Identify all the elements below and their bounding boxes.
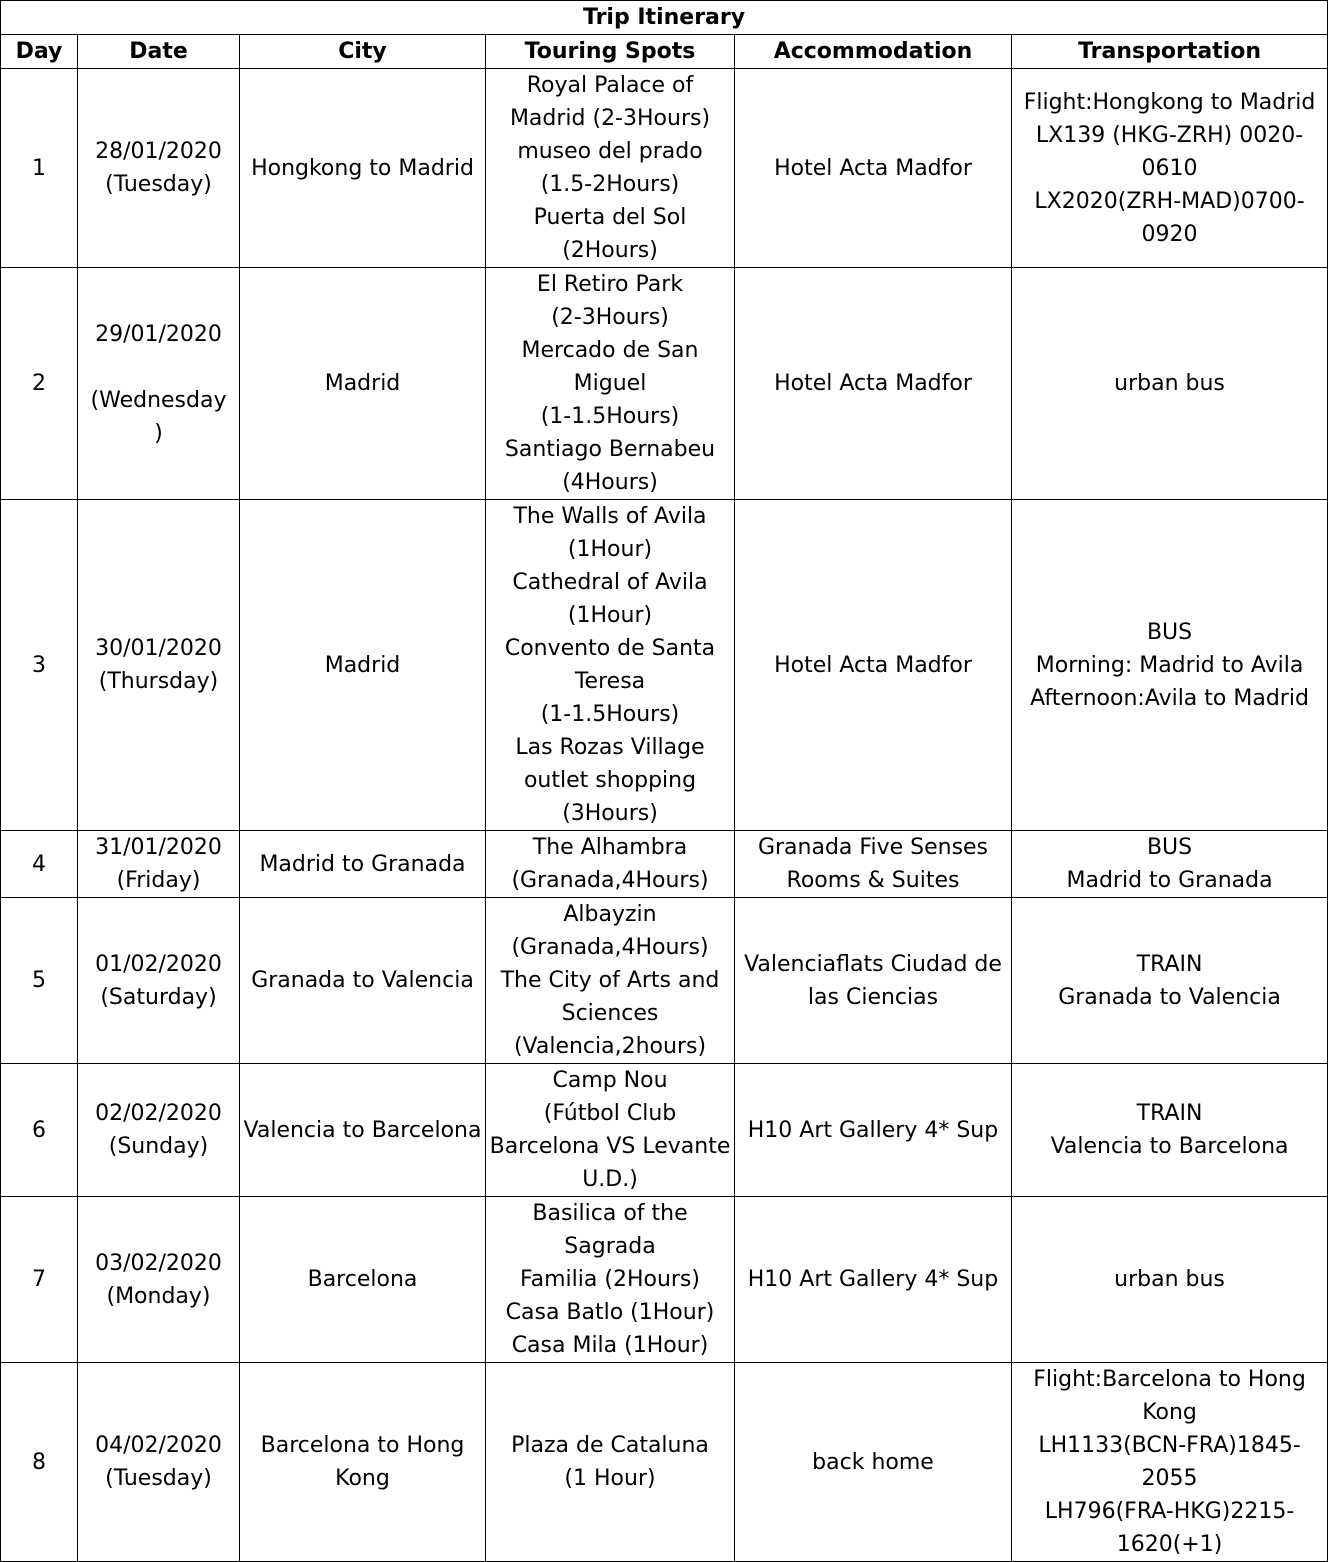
- date-cell: [78, 898, 240, 1064]
- city-cell: [240, 898, 486, 1064]
- cell-line: Flight:Hongkong to Madrid: [1023, 89, 1316, 115]
- cell-line: Barcelona VS Levante: [489, 1134, 731, 1159]
- city-cell: [240, 1064, 486, 1197]
- cell-line: Hotel Acta Madfor: [774, 155, 972, 181]
- cell-line: (Wednesday: [90, 387, 227, 413]
- table-row: [1, 69, 1328, 268]
- table-row: [1, 500, 1328, 831]
- cell-line: BUS: [1146, 835, 1193, 860]
- cell-line: [81, 351, 236, 384]
- cell-line: (Tuesday): [105, 172, 212, 197]
- accommodation-cell: [735, 898, 1012, 1064]
- cell-line: Plaza de Cataluna: [511, 1433, 709, 1458]
- touring-spots-cell: [486, 831, 735, 898]
- cell-line: LX2020(ZRH-MAD)0700-: [1034, 188, 1305, 214]
- cell-line: (4Hours): [562, 470, 658, 495]
- cell-line: (Monday): [106, 1283, 211, 1309]
- cell-line: outlet shopping: [523, 768, 697, 793]
- cell-line: Madrid to Granada: [1066, 868, 1273, 893]
- cell-line: U.D.): [582, 1167, 638, 1192]
- touring-spots-cell: [486, 500, 735, 831]
- accommodation-cell: [735, 831, 1012, 898]
- table-row: [1, 1363, 1328, 1562]
- day-cell: 5: [1, 898, 78, 1064]
- cell-line: 02/02/2020: [95, 1101, 222, 1126]
- accommodation-cell: [735, 1064, 1012, 1197]
- cell-line: Cathedral of Avila: [512, 570, 708, 595]
- transportation-cell: [1012, 898, 1328, 1064]
- cell-line: 0920: [1141, 221, 1198, 247]
- cell-line: The City of Arts and: [500, 968, 720, 993]
- cell-line: 0610: [1141, 155, 1198, 181]
- cell-line: Miguel: [573, 371, 647, 396]
- cell-line: Las Rozas Village: [515, 735, 705, 760]
- cell-line: TRAIN: [1136, 1101, 1203, 1126]
- date-cell: [78, 1197, 240, 1363]
- accommodation-cell: [735, 500, 1012, 831]
- header-city: City: [240, 35, 486, 69]
- cell-line: ): [154, 420, 163, 446]
- cell-line: (1-1.5Hours): [540, 702, 680, 727]
- cell-line: Barcelona to Hong: [260, 1433, 465, 1458]
- touring-spots-cell: [486, 1363, 735, 1562]
- cell-line: TRAIN: [1136, 951, 1203, 977]
- transportation-cell: [1012, 1064, 1328, 1197]
- cell-line: Convento de Santa: [504, 636, 716, 661]
- cell-line: 28/01/2020: [95, 139, 222, 164]
- accommodation-cell: [735, 268, 1012, 500]
- date-cell: [78, 500, 240, 831]
- cell-line: Flight:Barcelona to Hong: [1033, 1367, 1306, 1392]
- cell-line: Valencia to Barcelona: [243, 1117, 482, 1143]
- cell-line: 31/01/2020: [95, 835, 222, 860]
- cell-line: Madrid (2-3Hours): [509, 106, 711, 131]
- day-cell: 2: [1, 268, 78, 500]
- cell-line: (Fútbol Club: [543, 1101, 677, 1126]
- cell-line: Madrid to Granada: [259, 851, 466, 877]
- city-cell: [240, 1197, 486, 1363]
- cell-line: Afternoon:Avila to Madrid: [1030, 685, 1309, 711]
- cell-line: (Granada,4Hours): [511, 935, 709, 960]
- cell-line: Hotel Acta Madfor: [774, 652, 972, 678]
- day-cell: 7: [1, 1197, 78, 1363]
- cell-line: The Alhambra: [532, 835, 688, 860]
- cell-line: Teresa: [574, 669, 646, 694]
- city-cell: [240, 1363, 486, 1562]
- cell-line: Barcelona: [307, 1267, 418, 1292]
- touring-spots-cell: [486, 69, 735, 268]
- city-cell: [240, 268, 486, 500]
- cell-line: Morning: Madrid to Avila: [1035, 652, 1304, 678]
- cell-line: Granada to Valencia: [251, 968, 474, 993]
- day-cell: 8: [1, 1363, 78, 1562]
- day-cell: 6: [1, 1064, 78, 1197]
- transportation-cell: [1012, 268, 1328, 500]
- cell-line: Puerta del Sol: [533, 205, 687, 230]
- cell-line: Albayzin: [563, 902, 657, 927]
- cell-line: Camp Nou: [552, 1068, 668, 1093]
- touring-spots-cell: [486, 1197, 735, 1363]
- header-date: Date: [78, 35, 240, 69]
- cell-line: urban bus: [1114, 371, 1225, 396]
- cell-line: urban bus: [1114, 1267, 1225, 1292]
- city-cell: [240, 831, 486, 898]
- cell-line: 30/01/2020: [95, 636, 222, 661]
- header-transportation: Transportation: [1012, 35, 1328, 69]
- cell-line: (1Hour): [567, 603, 653, 628]
- cell-line: Royal Palace of: [526, 73, 694, 98]
- accommodation-cell: [735, 1363, 1012, 1562]
- cell-line: Valenciaflats Ciudad de: [744, 951, 1002, 977]
- cell-line: (1Hour): [567, 537, 653, 562]
- cell-line: Santiago Bernabeu: [504, 437, 716, 462]
- cell-line: Rooms & Suites: [786, 868, 960, 893]
- day-cell: 3: [1, 500, 78, 831]
- cell-line: Kong: [1142, 1400, 1197, 1425]
- cell-line: (Granada,4Hours): [511, 868, 709, 893]
- cell-line: LH796(FRA-HKG)2215-: [1044, 1499, 1295, 1524]
- accommodation-cell: [735, 69, 1012, 268]
- transportation-cell: [1012, 69, 1328, 268]
- cell-line: Hotel Acta Madfor: [774, 371, 972, 396]
- table-row: [1, 831, 1328, 898]
- cell-line: BUS: [1146, 619, 1193, 645]
- cell-line: 01/02/2020: [95, 951, 222, 977]
- cell-line: El Retiro Park: [536, 272, 684, 297]
- cell-line: H10 Art Gallery 4* Sup: [747, 1117, 999, 1143]
- table-row: [1, 1064, 1328, 1197]
- date-cell: [78, 1064, 240, 1197]
- cell-line: las Ciencias: [807, 984, 939, 1010]
- cell-line: Kong: [335, 1466, 390, 1491]
- cell-line: The Walls of Avila: [513, 504, 707, 529]
- date-cell: [78, 831, 240, 898]
- cell-line: LX139 (HKG-ZRH) 0020-: [1035, 122, 1304, 148]
- transportation-cell: [1012, 831, 1328, 898]
- touring-spots-cell: [486, 898, 735, 1064]
- header-accommodation: Accommodation: [735, 35, 1012, 69]
- cell-line: (Tuesday): [105, 1466, 212, 1491]
- cell-line: Granada to Valencia: [1058, 984, 1281, 1010]
- cell-line: Casa Mila (1Hour): [511, 1333, 709, 1358]
- cell-line: (Thursday): [98, 669, 219, 694]
- transportation-cell: [1012, 500, 1328, 831]
- date-cell: [78, 1363, 240, 1562]
- city-cell: [240, 500, 486, 831]
- cell-line: (1 Hour): [564, 1466, 656, 1491]
- cell-line: (Valencia,2hours): [513, 1034, 707, 1059]
- cell-line: (Sunday): [108, 1134, 209, 1159]
- cell-line: back home: [812, 1449, 934, 1475]
- cell-line: Hongkong to Madrid: [251, 155, 474, 181]
- cell-line: museo del prado: [517, 139, 703, 164]
- cell-line: (2-3Hours): [551, 305, 669, 330]
- cell-line: H10 Art Gallery 4* Sup: [747, 1267, 999, 1292]
- date-cell: [78, 69, 240, 268]
- cell-line: Valencia to Barcelona: [1050, 1134, 1289, 1159]
- cell-line: Granada Five Senses: [757, 835, 989, 860]
- cell-line: LH1133(BCN-FRA)1845-2055: [1038, 1433, 1301, 1491]
- cell-line: Madrid: [324, 371, 401, 396]
- cell-line: 1620(+1): [1116, 1532, 1223, 1557]
- header-touring-spots: Touring Spots: [486, 35, 735, 69]
- cell-line: Casa Batlo (1Hour): [505, 1300, 715, 1325]
- cell-line: Familia (2Hours): [520, 1267, 700, 1292]
- cell-line: 04/02/2020: [95, 1433, 222, 1458]
- accommodation-cell: [735, 1197, 1012, 1363]
- table-title: Trip Itinerary: [1, 1, 1328, 35]
- cell-line: (Saturday): [100, 984, 217, 1010]
- itinerary-body: [1, 69, 1328, 1562]
- cell-line: (3Hours): [562, 801, 658, 826]
- day-cell: 1: [1, 69, 78, 268]
- cell-line: 29/01/2020: [95, 321, 222, 347]
- day-cell: 4: [1, 831, 78, 898]
- cell-line: (1-1.5Hours): [540, 404, 680, 429]
- touring-spots-cell: [486, 1064, 735, 1197]
- city-cell: [240, 69, 486, 268]
- touring-spots-cell: [486, 268, 735, 500]
- cell-line: Basilica of the Sagrada: [532, 1201, 688, 1259]
- cell-line: 03/02/2020: [95, 1250, 222, 1276]
- transportation-cell: [1012, 1363, 1328, 1562]
- header-day: Day: [1, 35, 78, 69]
- cell-line: Mercado de San: [521, 338, 699, 363]
- cell-line: (2Hours): [562, 238, 658, 263]
- cell-line: Sciences: [561, 1001, 659, 1026]
- date-cell: [78, 268, 240, 500]
- cell-line: (1.5-2Hours): [540, 172, 680, 197]
- cell-line: Madrid: [324, 652, 401, 678]
- cell-line: (Friday): [116, 868, 201, 893]
- transportation-cell: [1012, 1197, 1328, 1363]
- table-row: [1, 268, 1328, 500]
- table-row: [1, 898, 1328, 1064]
- table-row: [1, 1197, 1328, 1363]
